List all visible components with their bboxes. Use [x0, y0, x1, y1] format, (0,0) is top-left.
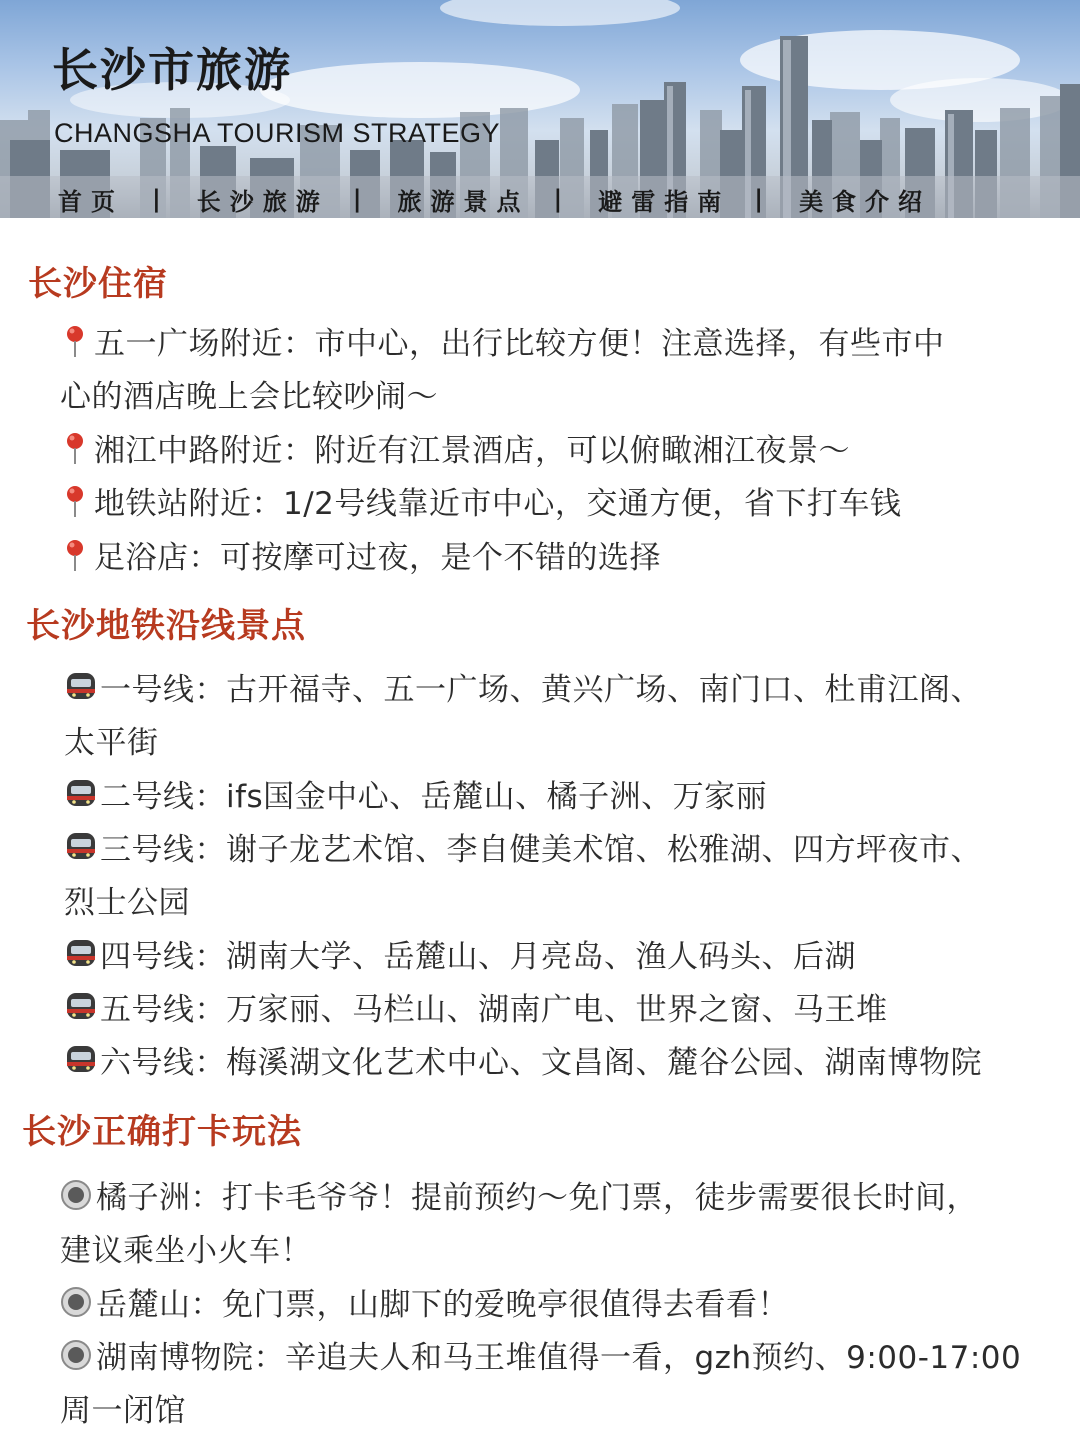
- metro-line: 烈士公园: [64, 885, 190, 921]
- metro-train-icon: [64, 777, 98, 811]
- round-pushpin-icon: [60, 483, 90, 519]
- list-item: [60, 371, 438, 416]
- radio-button-icon: [60, 1286, 92, 1318]
- list-item: [60, 425, 850, 470]
- list-item: [64, 984, 888, 1029]
- round-pushpin-icon: [60, 537, 90, 573]
- lodging-line: 五一广场附近：市中心，出行比较方便！注意选择，有些市中: [94, 326, 945, 362]
- nav-separator: |: [553, 185, 563, 213]
- metro-line: 一号线：古开福寺、五一广场、黄兴广场、南门口、杜甫江阁、: [100, 672, 982, 708]
- list-item: [60, 1172, 978, 1217]
- list-item: [60, 532, 661, 577]
- nav-item-avoid-guide[interactable]: 避雷指南: [598, 187, 731, 216]
- nav-separator: |: [754, 185, 764, 213]
- checkin-line: 湖南博物院：辛追夫人和马王堆值得一看，gzh预约、9:00-17:00: [96, 1340, 1022, 1376]
- checkin-line: 岳麓山：免门票，山脚下的爱晚亭很值得去看看！: [96, 1287, 789, 1323]
- header-banner: [0, 0, 1080, 218]
- section-title-checkin: 长沙正确打卡玩法: [22, 1112, 302, 1152]
- metro-line: 二号线：ifs国金中心、岳麓山、橘子洲、万家丽: [100, 779, 768, 815]
- list-item: [64, 877, 190, 922]
- metro-line: 五号线：万家丽、马栏山、湖南广电、世界之窗、马王堆: [100, 992, 888, 1028]
- lodging-line: 地铁站附近：1/2号线靠近市中心，交通方便，省下打车钱: [94, 486, 902, 522]
- nav-item-changsha-travel[interactable]: 长沙旅游: [196, 187, 329, 216]
- metro-train-icon: [64, 937, 98, 971]
- list-item: [60, 1385, 186, 1430]
- checkin-line: 橘子洲：打卡毛爷爷！提前预约～免门票，徒步需要很长时间，: [96, 1180, 978, 1216]
- lodging-line: 湘江中路附近：附近有江景酒店，可以俯瞰湘江夜景～: [94, 433, 850, 469]
- list-item: [60, 1225, 312, 1270]
- round-pushpin-icon: [60, 323, 90, 359]
- section-title-metro: 长沙地铁沿线景点: [26, 606, 306, 646]
- list-item: [64, 931, 856, 976]
- radio-button-icon: [60, 1339, 92, 1371]
- nav-separator: |: [352, 185, 362, 213]
- checkin-line: 建议乘坐小火车！: [60, 1233, 312, 1269]
- page-subtitle: CHANGSHA TOURISM STRATEGY: [54, 118, 501, 148]
- top-nav: [0, 180, 1080, 218]
- nav-item-food[interactable]: 美食介绍: [799, 187, 932, 216]
- metro-line: 六号线：梅溪湖文化艺术中心、文昌阁、麓谷公园、湖南博物院: [100, 1045, 982, 1081]
- list-item: [64, 717, 159, 762]
- metro-train-icon: [64, 1043, 98, 1077]
- metro-train-icon: [64, 670, 98, 704]
- lodging-line: 足浴店：可按摩可过夜，是个不错的选择: [94, 540, 661, 576]
- metro-line: 三号线：谢子龙艺术馆、李自健美术馆、松雅湖、四方坪夜市、: [100, 832, 982, 868]
- metro-train-icon: [64, 830, 98, 864]
- list-item: [60, 1332, 1021, 1377]
- section-title-lodging: 长沙住宿: [28, 264, 168, 304]
- page-title: 长沙市旅游: [52, 43, 292, 97]
- nav-item-home[interactable]: 首页: [58, 187, 124, 216]
- checkin-line: 周一闭馆: [60, 1393, 186, 1429]
- list-item: [60, 318, 945, 363]
- metro-train-icon: [64, 990, 98, 1024]
- list-item: [60, 1279, 789, 1324]
- radio-button-icon: [60, 1179, 92, 1211]
- metro-line: 太平街: [64, 725, 159, 761]
- list-item: [60, 478, 901, 523]
- list-item: [64, 824, 982, 869]
- round-pushpin-icon: [60, 430, 90, 466]
- list-item: [64, 771, 767, 816]
- metro-line: 四号线：湖南大学、岳麓山、月亮岛、渔人码头、后湖: [100, 939, 856, 975]
- nav-separator: |: [152, 185, 161, 213]
- list-item: [64, 1037, 982, 1082]
- lodging-line: 心的酒店晚上会比较吵闹～: [60, 379, 438, 415]
- list-item: [64, 664, 982, 709]
- nav-item-attractions[interactable]: 旅游景点: [397, 187, 530, 216]
